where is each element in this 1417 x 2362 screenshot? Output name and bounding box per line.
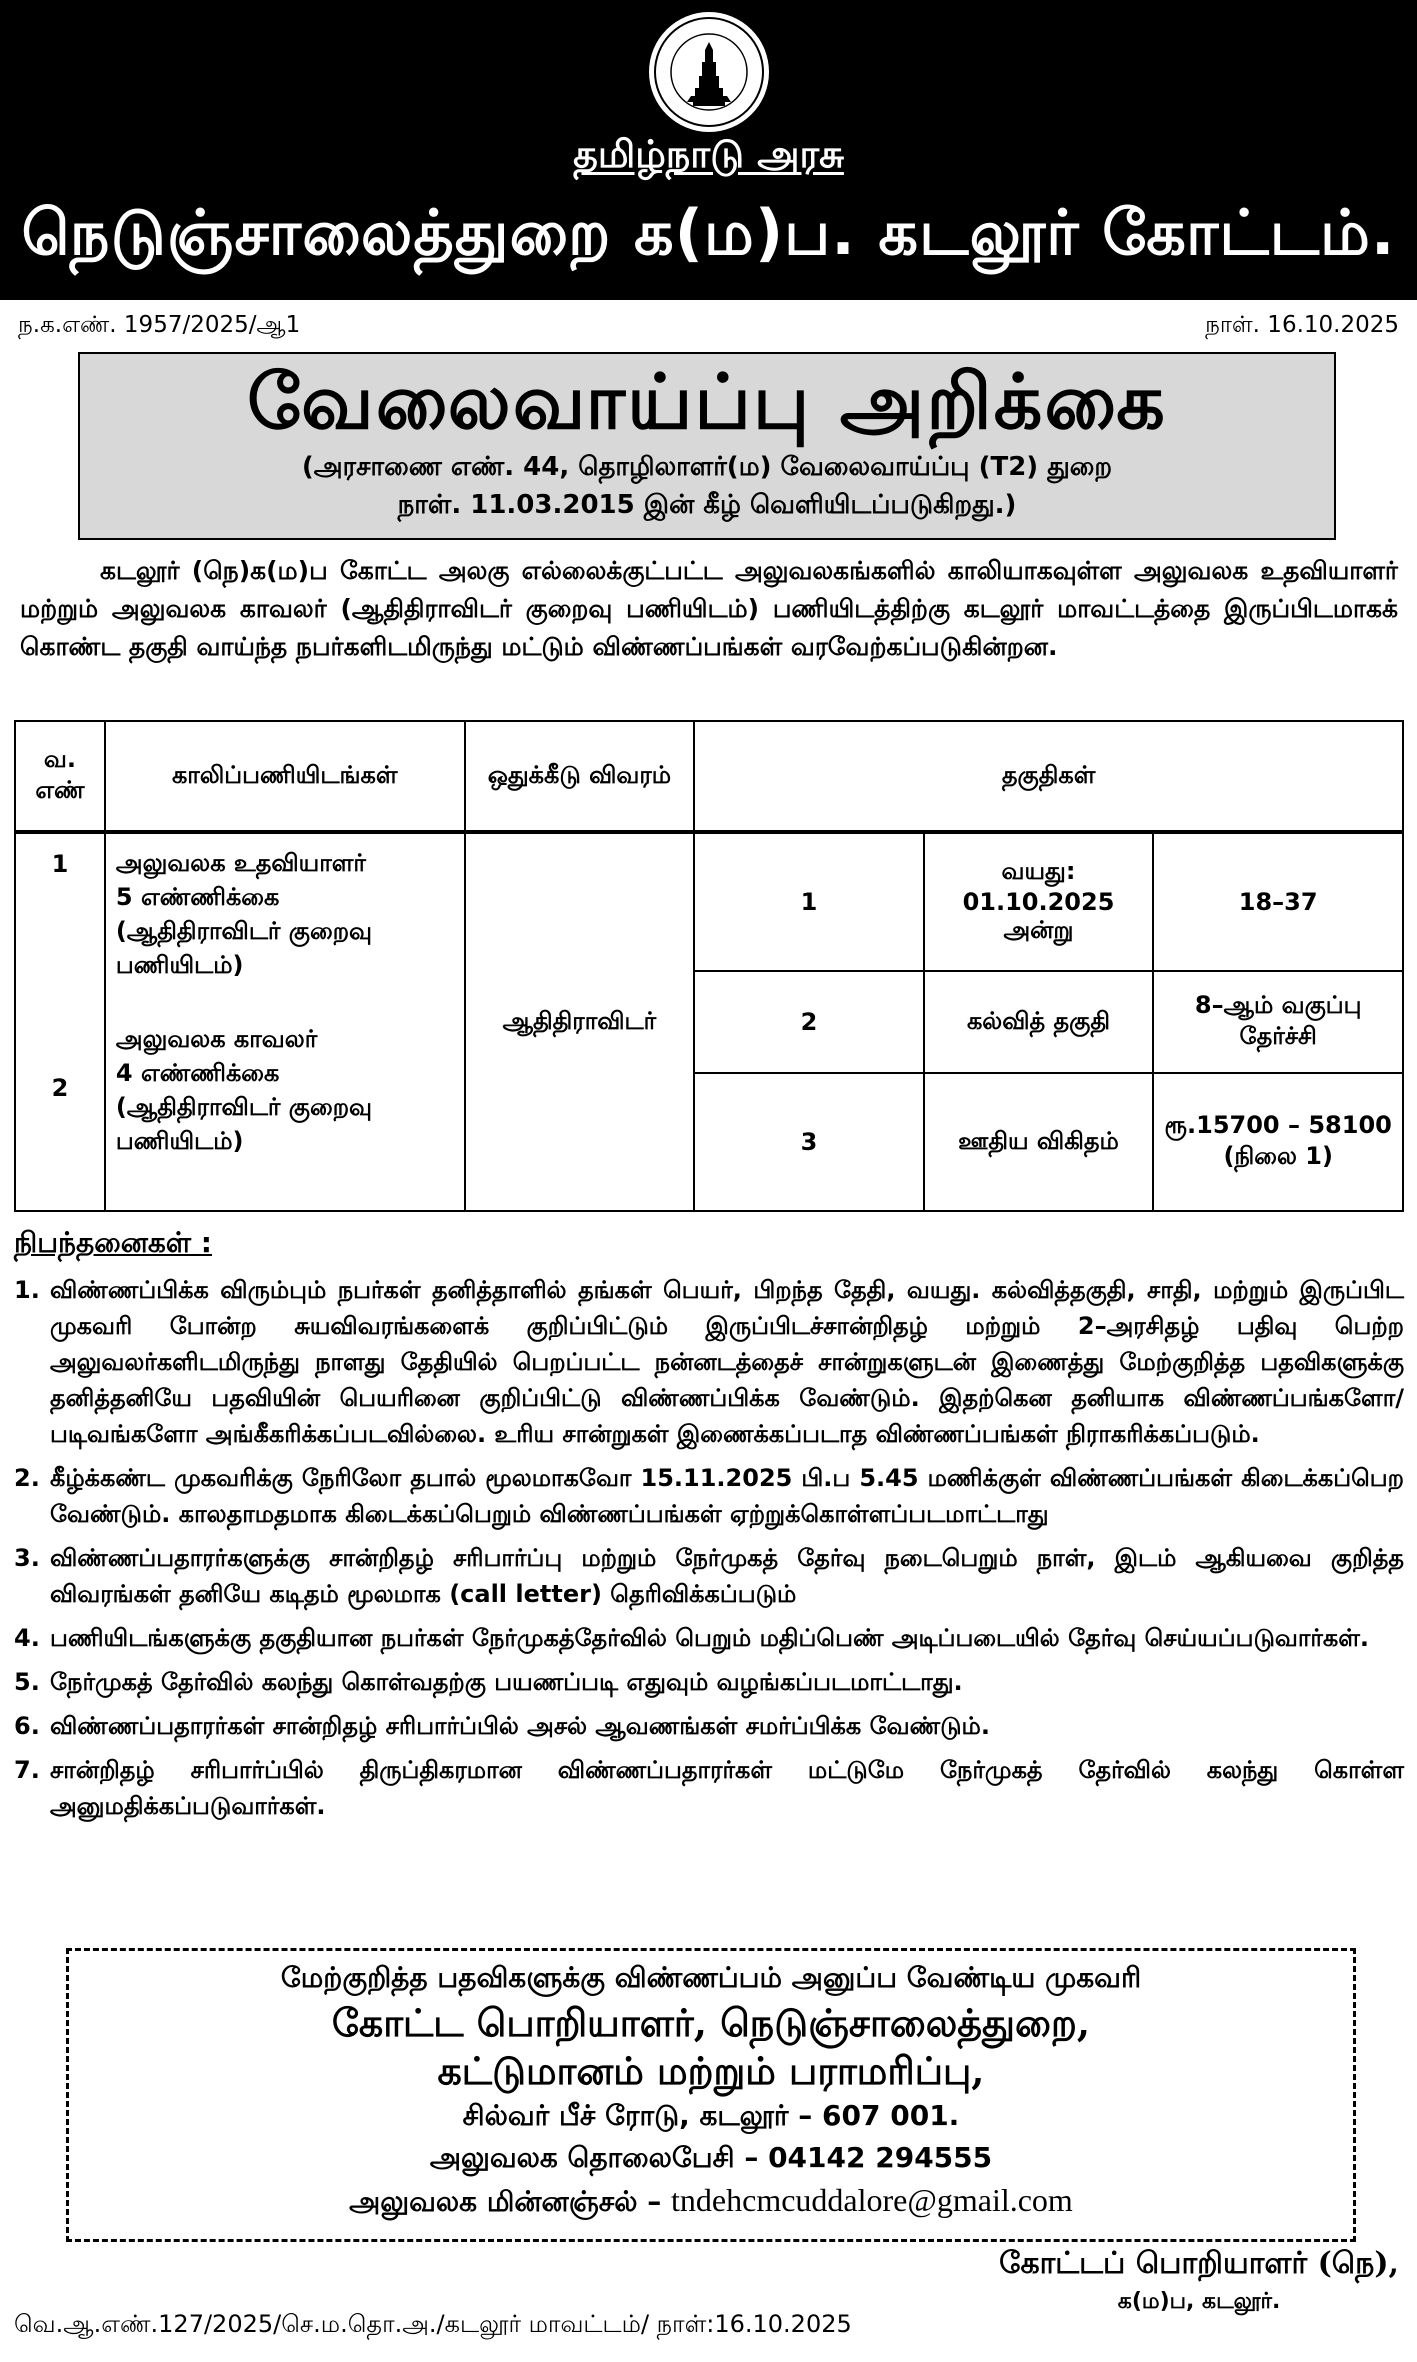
address-line: கட்டுமானம் மற்றும் பராமரிப்பு, [437, 2048, 985, 2093]
conditions-list [14, 1272, 1404, 1832]
condition-item [14, 1540, 1404, 1612]
condition-number: 5. [14, 1668, 40, 1696]
condition-number: 6. [14, 1712, 40, 1740]
qual-item: வயது: 01.10.2025 அன்று [924, 832, 1154, 971]
notice-heading: வேலைவாய்ப்பு அறிக்கை [247, 357, 1167, 446]
header-sno: வ. எண் [15, 721, 105, 832]
condition-number: 1. [14, 1276, 40, 1304]
condition-item [14, 1664, 1404, 1700]
qual-item: ஊதிய விகிதம் [924, 1073, 1154, 1211]
signatory-office: க(ம)ப, கடலூர். [1117, 2289, 1281, 2314]
address-line: கோட்ட பொறியாளர், நெடுஞ்சாலைத்துறை, [331, 2000, 1091, 2045]
state-emblem-icon [647, 10, 771, 134]
condition-text: விண்ணப்பிக்க விரும்பும் நபர்கள் தனித்தாளில் தங்கள் பெயர், பிறந்த தேதி, வயது. கல்வித்தகுதி, சாதி, மற்றும் இருப்பிட முகவரி போன்ற சுயவிவரங்களைக் குறிப்பிட்டும் இருப்பிடச்சான்றிதழ் மற்றும் 2–அரசிதழ் பதிவு பெற்ற அலுவலர்களிடமிருந்து நாளது தேதியில் பெறப்பட்ட நன்னடத்தைச் சான்றுகளுடன் இணைத்து மேற்குறித்த பதவிகளுக்கு தனித்தனியே பதவியின் பெயரினை குறிப்பிட்டு விண்ணப்பிக்க வேண்டும். இதற்கென தனியாக விண்ணப்பங்களோ/ படிவங்களோ அங்கீகரிக்கப்படவில்லை. உரிய சான்றுகள் இணைக்கப்படாத விண்ணப்பங்கள் நிராகரிக்கப்படும். [50, 1276, 1404, 1448]
condition-item [14, 1460, 1404, 1532]
notice-subtitle-line: (அரசாணை எண். 44, தொழிலாளர்(ம) வேலைவாய்ப்பு (T2) துறை [301, 452, 1113, 482]
table-header-row [15, 721, 1403, 832]
qual-no: 2 [694, 971, 923, 1073]
reference-number: ந.க.எண். 1957/2025/ஆ1 [18, 312, 301, 338]
condition-number: 2. [14, 1464, 40, 1492]
address-box [66, 1948, 1356, 2242]
conditions-title: நிபந்தனைகள் : [14, 1226, 212, 1259]
post-note: (ஆதிதிராவிடர் குறைவு பணியிடம்) [115, 1093, 373, 1155]
qual-no: 3 [694, 1073, 923, 1211]
qual-value: ரூ.15700 – 58100 (நிலை 1) [1153, 1073, 1403, 1211]
vacancy-table [14, 720, 1404, 1212]
condition-text: விண்ணப்பதாரர்களுக்கு சான்றிதழ் சரிபார்ப்பு மற்றும் நேர்முகத் தேர்வு நடைபெறும் நாள், இடம் ஆகியவை குறித்த விவரங்கள் தனியே கடிதம் மூலமாக (call letter) தெரிவிக்கப்படும் [50, 1544, 1404, 1608]
notice-subtitle [80, 448, 1334, 524]
condition-text: சான்றிதழ் சரிபார்ப்பில் திருப்திகரமான விண்ணப்பதாரர்கள் மட்டுமே நேர்முகத் தேர்வில் கலந்து கொள்ள அனுமதிக்கப்படுவார்கள். [50, 1756, 1404, 1820]
post-name: அலுவலக காவலர் [115, 1025, 318, 1053]
condition-text: விண்ணப்பதாரர்கள் சான்றிதழ் சரிபார்ப்பில் அசல் ஆவணங்கள் சமர்ப்பிக்க வேண்டும். [50, 1712, 990, 1740]
post-sno: 2 [51, 1074, 69, 1102]
office-title: நெடுஞ்சாலைத்துறை க(ம)ப. கடலூர் கோட்டம். [21, 196, 1396, 269]
condition-text: நேர்முகத் தேர்வில் கலந்து கொள்வதற்கு பயணப்படி எதுவும் வழங்கப்படமாட்டாது. [50, 1668, 963, 1696]
condition-item [14, 1272, 1404, 1452]
phone-label: அலுவலக தொலைபேசி [429, 2141, 735, 2174]
table-row [15, 832, 1403, 971]
email-line: அலுவலக மின்னஞ்சல் – tndehcmcuddalore@gmail.com [349, 2182, 1073, 2218]
header-banner [0, 0, 1417, 300]
header-posts: காலிப்பணியிடங்கள் [105, 721, 465, 832]
signatory-title: கோட்டப் பொறியாளர் (நெ), [999, 2246, 1399, 2281]
qual-item: கல்வித் தகுதி [924, 971, 1154, 1073]
notice-heading-box [78, 352, 1336, 540]
government-title: தமிழ்நாடு அரசு [573, 132, 844, 176]
header-reservation: ஒதுக்கீடு விவரம் [465, 721, 695, 832]
condition-number: 4. [14, 1624, 40, 1652]
notice-date: நாள். 16.10.2025 [1205, 312, 1399, 338]
condition-text: பணியிடங்களுக்கு தகுதியான நபர்கள் நேர்முகத்தேர்வில் பெறும் மதிப்பெண் அடிப்படையில் தேர்வு செய்யப்படுவார்கள். [50, 1624, 1370, 1652]
sno-cell [15, 832, 105, 1211]
condition-text: கீழ்க்கண்ட முகவரிக்கு நேரிலோ தபால் மூலமாகவோ 15.11.2025 பி.ப 5.45 மணிக்குள் விண்ணப்பங்கள் கிடைக்கப்பெற வேண்டும். காலதாமதமாக கிடைக்கப்பெறும் விண்ணப்பங்கள் ஏற்றுக்கொள்ளப்படமாட்டாது [50, 1464, 1404, 1528]
signatory [999, 2246, 1399, 2317]
reservation-cell: ஆதிதிராவிடர் [465, 832, 695, 1211]
post-name: அலுவலக உதவியாளர் [115, 849, 366, 877]
post-note: (ஆதிதிராவிடர் குறைவு பணியிடம்) [115, 917, 373, 979]
qual-no: 1 [694, 832, 923, 971]
post-count: 4 எண்ணிக்கை [115, 1059, 280, 1087]
address-title: மேற்குறித்த பதவிகளுக்கு விண்ணப்பம் அனுப்ப வேண்டிய முகவரி [280, 1961, 1142, 1994]
post-count: 5 எண்ணிக்கை [115, 883, 280, 911]
phone-line: அலுவலக தொலைபேசி – 04142 294555 [429, 2141, 993, 2174]
post-sno: 1 [51, 850, 69, 878]
email-address[interactable]: tndehcmcuddalore@gmail.com [671, 2182, 1073, 2218]
phone-number[interactable]: 04142 294555 [768, 2141, 993, 2174]
notice-subtitle-line: நாள். 11.03.2015 இன் கீழ் வெளியிடப்படுகிறது.) [397, 490, 1017, 520]
condition-number: 3. [14, 1544, 40, 1572]
condition-item [14, 1752, 1404, 1824]
condition-number: 7. [14, 1756, 40, 1784]
condition-item [14, 1620, 1404, 1656]
posts-cell [105, 832, 465, 1211]
condition-item [14, 1708, 1404, 1744]
qual-value: 8–ஆம் வகுப்பு தேர்ச்சி [1153, 971, 1403, 1073]
footer-reference: வெ.ஆ.எண்.127/2025/செ.ம.தொ.அ./கடலூர் மாவட்டம்/ நாள்:16.10.2025 [14, 2310, 852, 2338]
email-label: அலுவலக மின்னஞ்சல் [349, 2185, 638, 2218]
intro-paragraph: கடலூர் (நெ)க(ம)ப கோட்ட அலகு எல்லைக்குட்பட்ட அலுவலகங்களில் காலியாகவுள்ள அலுவலக உதவியாளர் மற்றும் அலுவலக காவலர் (ஆதிதிராவிடர் குறைவு பணியிடம்) பணியிடத்திற்கு கடலூர் மாவட்டத்தை இருப்பிடமாகக் கொண்ட தகுதி வாய்ந்த நபர்களிடமிருந்து மட்டும் விண்ணப்பங்கள் வரவேற்கப்படுகின்றன. [20, 556, 1398, 661]
address-line: சில்வர் பீச் ரோடு, கடலூர் – 607 001. [462, 2099, 960, 2132]
qual-value: 18–37 [1153, 832, 1403, 971]
header-qualifications: தகுதிகள் [694, 721, 1403, 832]
